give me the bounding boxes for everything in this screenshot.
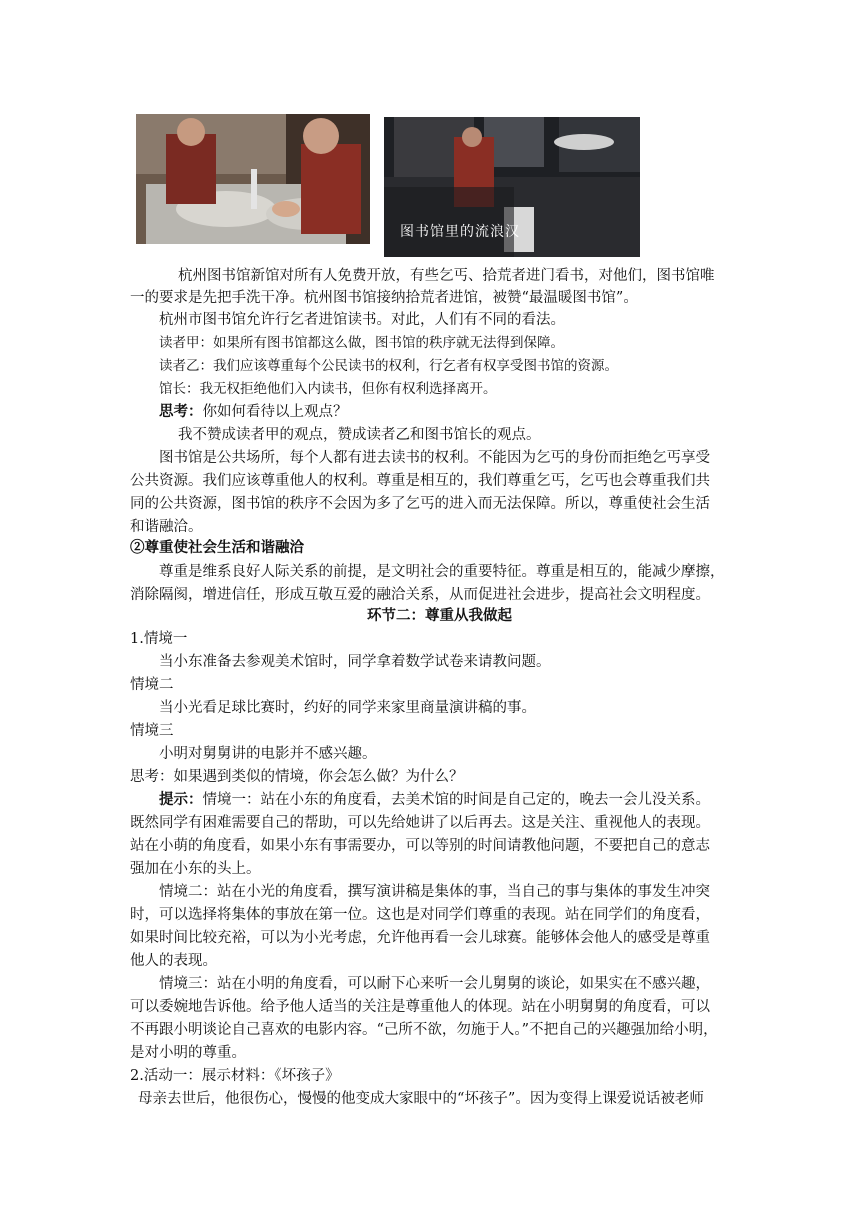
photo-caption-title: 图书馆里的流浪汉: [400, 224, 520, 240]
section-heading: ②尊重使社会生活和谐融洽: [130, 539, 304, 556]
paragraph-line: 一的要求是先把手洗干净。杭州图书馆接纳拾荒者进馆，被赞“最温暖图书馆”。: [130, 290, 638, 306]
paragraph-line: 同的公共资源，图书馆的秩序不会因为多了乞丐的进入而无法保障。所以，尊重使社会生活: [130, 496, 710, 512]
paragraph-line: 他人的表现。: [130, 953, 217, 969]
hint-label: 提示：: [159, 791, 203, 808]
paragraph-line: 情境三：站在小明的角度看，可以耐下心来听一会儿舅舅的谈论，如果实在不感兴趣，: [159, 976, 710, 992]
paragraph-line: 杭州市图书馆允许行乞者进馆读书。对此，人们有不同的看法。: [159, 312, 565, 328]
photo-library-reader: [384, 117, 640, 257]
photo-washing-hands-graphic: [136, 114, 370, 244]
paragraph-line: 站在小萌的角度看，如果小东有事需要办，可以等别的时间请教他问题，不要把自己的意志: [130, 838, 710, 854]
hint-text: 情境一：站在小东的角度看，去美术馆的时间是自己定的，晚去一会儿没关系。: [202, 792, 710, 808]
hint-line: [159, 790, 710, 810]
paragraph-line: 母亲去世后，他很伤心，慢慢的他变成大家眼中的“坏孩子”。因为变得上课爱说话被老师: [138, 1091, 704, 1107]
paragraph-line: 我不赞成读者甲的观点，赞成读者乙和图书馆长的观点。: [178, 427, 541, 443]
reader-b-opinion: 读者乙：我们应该尊重每个公民读书的权利，行乞者有权享受图书馆的资源。: [159, 358, 618, 374]
paragraph-line: 和谐融洽。: [130, 519, 203, 535]
paragraph-line: 如果时间比较充裕，可以为小光考虑，允许他再看一会儿球赛。能够体会他人的感受是尊重: [130, 930, 710, 946]
scenario-label: 1.情境一: [130, 631, 188, 647]
paragraph-line: 当小东准备去参观美术馆时，同学拿着数学试卷来请教问题。: [159, 654, 551, 670]
scenario-label: 情境三: [130, 723, 174, 739]
think-question-line: [159, 402, 348, 422]
photo-washing-hands: [136, 114, 370, 244]
paragraph-line: 消除隔阂，增进信任，形成互敬互爱的融洽关系，从而促进社会进步，提高社会文明程度。: [130, 587, 710, 603]
paragraph-line: 既然同学有困难需要自己的帮助，可以先给她讲了以后再去。这是关注、重视他人的表现。: [130, 815, 710, 831]
paragraph-line: 当小光看足球比赛时，约好的同学来家里商量演讲稿的事。: [159, 700, 536, 716]
section-title: 环节二：尊重从我做起: [367, 607, 512, 624]
reader-a-opinion: 读者甲：如果所有图书馆都这么做，图书馆的秩序就无法得到保障。: [159, 335, 564, 351]
scenario-label: 情境二: [130, 677, 174, 693]
paragraph-line: 是对小明的尊重。: [130, 1045, 246, 1061]
librarian-opinion: 馆长：我无权拒绝他们入内读书，但你有权利选择离开。: [159, 381, 497, 397]
paragraph-line: 图书馆是公共场所，每个人都有进去读书的权利。不能因为乞丐的身份而拒绝乞丐享受: [159, 450, 710, 466]
paragraph-line: 不再跟小明谈论自己喜欢的电影内容。“己所不欲，勿施于人。”不把自己的兴趣强加给小明，: [130, 1022, 718, 1038]
paragraph-line: 强加在小东的头上。: [130, 861, 261, 877]
paragraph-line: 思考：如果遇到类似的情境，你会怎么做？为什么？: [130, 769, 464, 785]
paragraph-line: 尊重是维系良好人际关系的前提，是文明社会的重要特征。尊重是相互的，能减少摩擦，: [159, 564, 725, 580]
paragraph-line: 杭州图书馆新馆对所有人免费开放，有些乞丐、拾荒者进门看书，对他们，图书馆唯: [178, 268, 715, 284]
paragraph-line: 时，可以选择将集体的事放在第一位。这也是对同学们尊重的表现。站在同学们的角度看，: [130, 907, 710, 923]
think-question: 你如何看待以上观点？: [202, 404, 348, 420]
paragraph-line: 情境二：站在小光的角度看，撰写演讲稿是集体的事，当自己的事与集体的事发生冲突: [159, 884, 710, 900]
paragraph-line: 可以委婉地告诉他。给予他人适当的关注是尊重他人的体现。站在小明舅舅的角度看，可以: [130, 999, 710, 1015]
paragraph-line: 小明对舅舅讲的电影并不感兴趣。: [159, 746, 377, 762]
think-label: 思考：: [159, 403, 203, 420]
paragraph-line: 公共资源。我们应该尊重他人的权利。尊重是相互的，我们尊重乞丐，乞丐也会尊重我们共: [130, 473, 710, 489]
activity-label: 2.活动一：展示材料：《坏孩子》: [130, 1068, 340, 1084]
